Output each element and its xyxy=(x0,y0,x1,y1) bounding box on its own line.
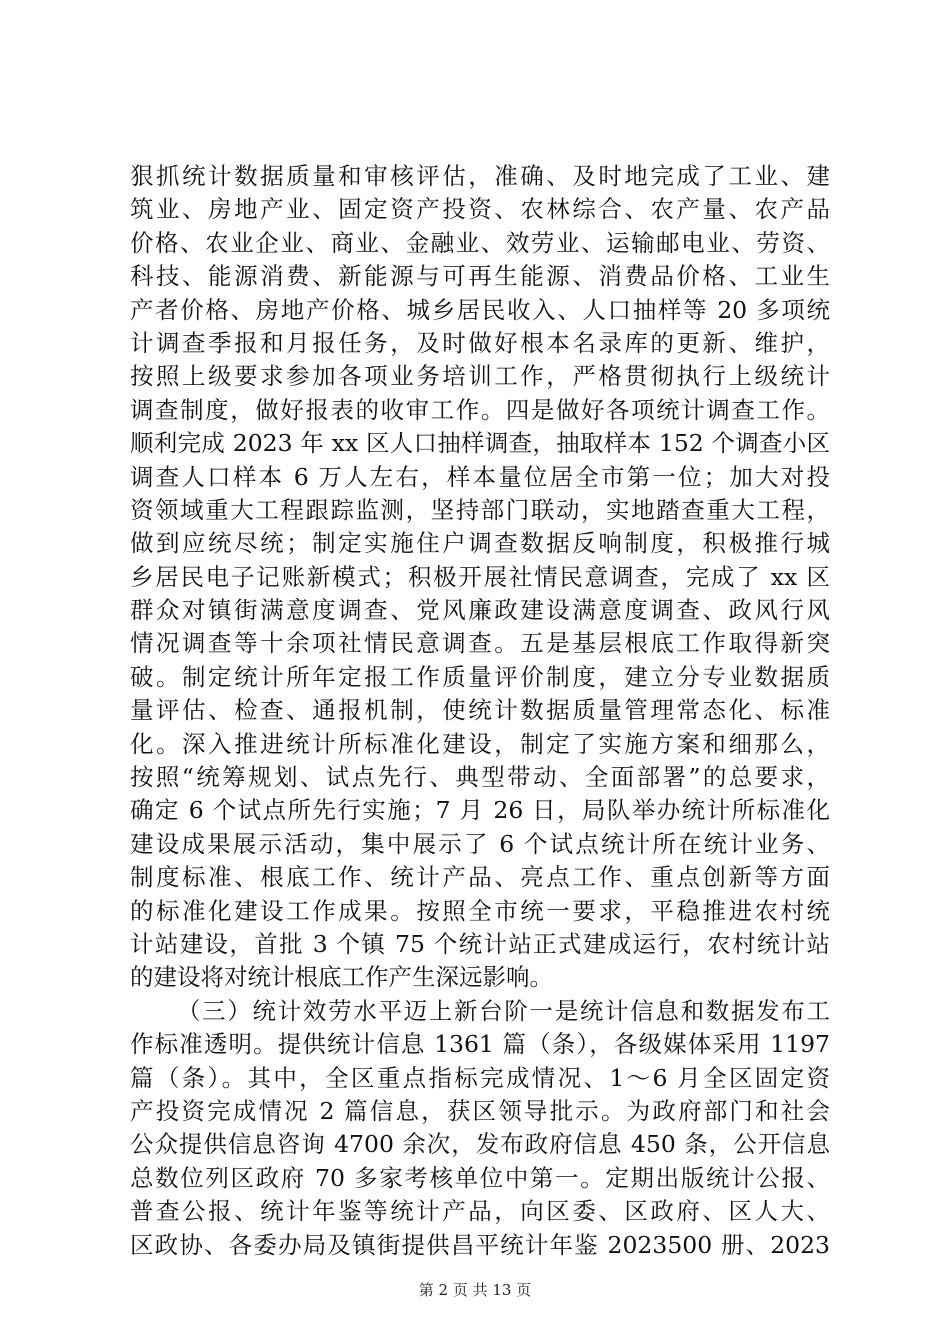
body-text xyxy=(130,160,830,1262)
text-line-32: 普查公报、统计年鉴等统计产品，向区委、区政府、区人大、 xyxy=(130,1197,830,1226)
page-footer: 第 2 页 共 13 页 xyxy=(418,1281,532,1299)
text-line-30: 公众提供信息咨询 4700 余次，发布政府信息 450 条，公开信息 xyxy=(130,1130,830,1159)
text-line-19: 按照“统筹规划、试点先行、典型带动、全面部署”的总要求， xyxy=(130,763,830,792)
text-line-9: 顺利完成 2023 年 xx 区人口抽样调查，抽取样本 152 个调查小区 xyxy=(130,429,830,458)
text-line-27: 作标准透明。提供统计信息 1361 篇（条），各级媒体采用 1197 xyxy=(130,1030,830,1059)
text-line-22: 制度标准、根底工作、统计产品、亮点工作、重点创新等方面 xyxy=(130,863,830,892)
text-line-17: 量评估、检查、通报机制，使统计数据质量管理常态化、标准 xyxy=(130,696,830,725)
text-line-6: 计调查季报和月报任务，及时做好根本名录库的更新、维护， xyxy=(130,328,830,357)
text-line-5: 产者价格、房地产价格、城乡居民收入、人口抽样等 20 多项统 xyxy=(130,295,830,324)
text-line-8: 调查制度，做好报表的收审工作。四是做好各项统计调查工作。 xyxy=(130,395,830,424)
text-line-23: 的标准化建设工作成果。按照全市统一要求，平稳推进农村统 xyxy=(130,896,830,925)
section-heading-line: （三）统计效劳水平迈上新台阶一是统计信息和数据发布工 xyxy=(177,996,830,1025)
text-line-15: 情况调查等十余项社情民意调查。五是基层根底工作取得新突 xyxy=(130,629,830,658)
text-line-28: 篇（条）。其中，全区重点指标完成情况、1～6 月全区固定资 xyxy=(130,1063,830,1092)
text-line-16: 破。制定统计所年定报工作质量评价制度，建立分专业数据质 xyxy=(130,662,830,691)
text-line-1: 狠抓统计数据质量和审核评估，准确、及时地完成了工业、建 xyxy=(130,162,830,190)
text-line-3: 价格、农业企业、商业、金融业、效劳业、运输邮电业、劳资、 xyxy=(130,228,830,257)
text-line-21: 建设成果展示活动，集中展示了 6 个试点统计所在统计业务、 xyxy=(130,829,830,858)
text-line-4: 科技、能源消费、新能源与可再生能源、消费品价格、工业生 xyxy=(130,262,830,291)
text-line-20: 确定 6 个试点所先行实施；7 月 26 日，局队举办统计所标准化 xyxy=(130,796,830,825)
text-line-7: 按照上级要求参加各项业务培训工作，严格贯彻执行上级统计 xyxy=(130,362,830,391)
text-line-29: 产投资完成情况 2 篇信息，获区领导批示。为政府部门和社会 xyxy=(130,1096,830,1125)
text-line-25: 的建设将对统计根底工作产生深远影响。 xyxy=(130,963,553,992)
text-line-13: 乡居民电子记账新模式；积极开展社情民意调查，完成了 xx 区 xyxy=(130,562,830,591)
text-line-12: 做到应统尽统；制定实施住户调查数据反响制度，积极推行城 xyxy=(130,529,830,558)
text-line-2: 筑业、房地产业、固定资产投资、农林综合、农产量、农产品 xyxy=(130,195,830,224)
text-line-31: 总数位列区政府 70 多家考核单位中第一。定期出版统计公报、 xyxy=(130,1163,830,1192)
text-line-18: 化。深入推进统计所标准化建设，制定了实施方案和细那么， xyxy=(130,729,830,758)
text-line-24: 计站建设，首批 3 个镇 75 个统计站正式建成运行，农村统计站 xyxy=(130,929,830,958)
text-line-10: 调查人口样本 6 万人左右，样本量位居全市第一位；加大对投 xyxy=(130,462,830,491)
text-line-14: 群众对镇街满意度调查、党风廉政建设满意度调查、政风行风 xyxy=(130,596,830,625)
text-line-33: 区政协、各委办局及镇街提供昌平统计年鉴 2023500 册、2023 xyxy=(130,1230,830,1259)
text-line-11: 资领域重大工程跟踪监测，坚持部门联动，实地踏查重大工程， xyxy=(130,495,830,524)
